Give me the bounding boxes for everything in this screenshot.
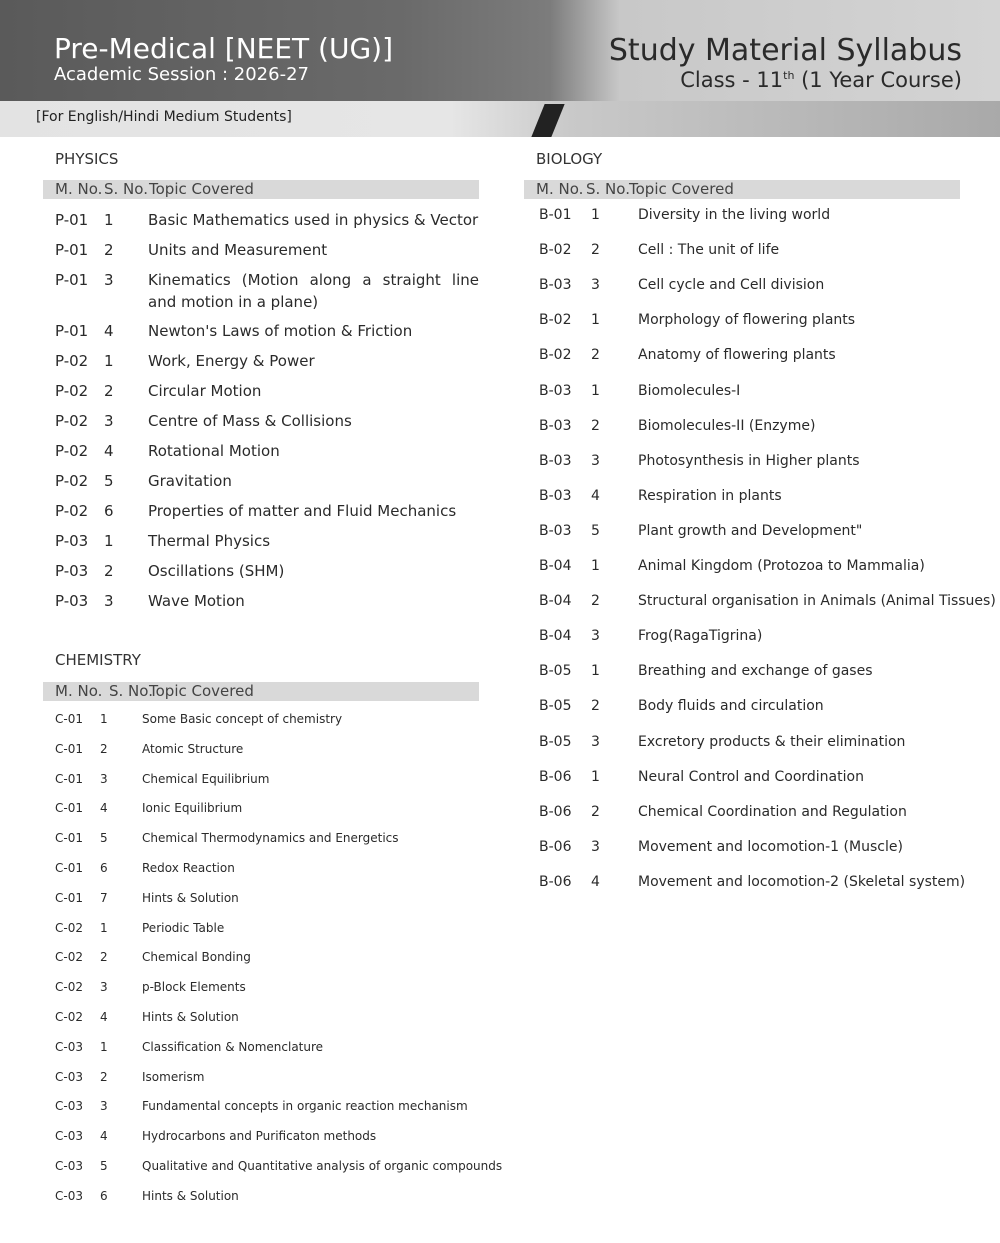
topic: Anatomy of flowering plants — [638, 347, 836, 364]
topic: Basic Mathematics used in physics & Vector — [148, 211, 479, 229]
table-row — [55, 1158, 503, 1188]
table-row — [539, 556, 979, 591]
physics-column-header — [43, 180, 479, 199]
module-no: P-01 — [55, 271, 89, 289]
module-no: C-03 — [55, 1188, 83, 1203]
table-row — [539, 451, 979, 486]
topic: Thermal Physics — [148, 532, 271, 550]
chemistry-title: CHEMISTRY — [55, 651, 141, 669]
topic: Cell : The unit of life — [638, 242, 780, 259]
serial-no: 1 — [591, 663, 600, 680]
table-row — [55, 830, 479, 860]
serial-no: 2 — [104, 562, 114, 580]
class-label — [680, 68, 962, 92]
topic: Neural Control and Coordination — [638, 768, 864, 785]
topic: Chemical Thermodynamics and Energetics — [142, 831, 399, 846]
page-title: Pre-Medical [NEET (UG)] — [54, 32, 394, 65]
serial-no: 7 — [100, 890, 108, 905]
serial-no: 3 — [591, 838, 600, 855]
module-no: B-02 — [539, 242, 572, 259]
module-no: P-02 — [55, 442, 89, 460]
topic: Qualitative and Quantitative analysis of organic compounds — [142, 1159, 503, 1173]
class-sup: th — [783, 69, 795, 82]
serial-no: 2 — [591, 417, 600, 434]
table-row — [55, 949, 479, 979]
table-row — [55, 771, 479, 801]
table-row — [539, 416, 979, 451]
topic: Structural organisation in Animals (Animal Tissues) — [638, 593, 996, 610]
table-row — [55, 239, 479, 269]
module-no: B-03 — [539, 522, 572, 539]
topic: Biomolecules-II (Enzyme) — [638, 417, 816, 434]
biology-title: BIOLOGY — [536, 150, 603, 168]
module-no: C-03 — [55, 1069, 83, 1084]
topic: Excretory products & their elimination — [638, 733, 906, 750]
col-s-no: S. No. — [586, 180, 630, 198]
module-no: C-01 — [55, 771, 83, 786]
table-row — [55, 1188, 479, 1218]
module-no: B-06 — [539, 838, 572, 855]
module-no: P-02 — [55, 352, 89, 370]
module-no: P-02 — [55, 502, 89, 520]
table-row — [55, 530, 479, 560]
table-row — [55, 410, 479, 440]
topic: Centre of Mass & Collisions — [148, 412, 352, 430]
topic: Wave Motion — [148, 592, 245, 610]
module-no: C-01 — [55, 801, 83, 816]
table-row — [539, 626, 979, 661]
table-row — [539, 486, 979, 521]
topic: Hydrocarbons and Purificaton methods — [142, 1129, 377, 1144]
module-no: C-01 — [55, 712, 83, 726]
module-no: P-03 — [55, 592, 89, 610]
serial-no: 5 — [591, 522, 600, 539]
table-row — [55, 860, 479, 890]
serial-no: 3 — [100, 980, 108, 995]
serial-no: 3 — [104, 592, 114, 610]
module-no: B-03 — [539, 417, 572, 434]
topic: Properties of matter and Fluid Mechanics — [148, 502, 457, 520]
table-row — [55, 320, 479, 350]
topic: Movement and locomotion-2 (Skeletal system) — [638, 873, 966, 890]
table-row — [539, 872, 979, 907]
serial-no: 5 — [100, 1159, 108, 1173]
topic: Frog(RagaTigrina) — [638, 628, 763, 645]
topic: Periodic Table — [142, 920, 225, 935]
table-row — [55, 1039, 479, 1069]
module-no: P-01 — [55, 211, 89, 229]
table-row — [539, 661, 979, 696]
serial-no: 2 — [100, 950, 108, 965]
table-row — [55, 500, 479, 530]
table-row — [539, 240, 979, 275]
serial-no: 2 — [591, 347, 600, 364]
table-row — [539, 310, 979, 345]
table-row — [539, 767, 979, 802]
table-row — [539, 381, 979, 416]
topic: Hints & Solution — [142, 890, 239, 905]
col-m-no: M. No. — [536, 180, 584, 198]
serial-no: 6 — [104, 502, 114, 520]
table-row — [539, 732, 979, 767]
table-row — [539, 205, 979, 240]
topic: Rotational Motion — [148, 442, 280, 460]
physics-title: PHYSICS — [55, 150, 119, 168]
module-no: B-06 — [539, 768, 572, 785]
serial-no: 2 — [104, 382, 114, 400]
table-row — [539, 521, 979, 556]
module-no: B-03 — [539, 452, 572, 469]
topic: Movement and locomotion-1 (Muscle) — [638, 838, 903, 855]
serial-no: 2 — [100, 1069, 108, 1084]
module-no: P-02 — [55, 472, 89, 490]
topic: Chemical Bonding — [142, 950, 251, 965]
serial-no: 4 — [591, 487, 600, 504]
topic: Body fluids and circulation — [638, 698, 824, 715]
table-row — [55, 350, 479, 380]
module-no: B-03 — [539, 487, 572, 504]
topic: Circular Motion — [148, 382, 262, 400]
module-no: P-01 — [55, 241, 89, 259]
module-no: B-06 — [539, 803, 572, 820]
table-row — [539, 275, 979, 310]
module-no: B-01 — [539, 207, 572, 223]
module-no: B-04 — [539, 558, 572, 574]
module-no: C-03 — [55, 1159, 83, 1173]
chemistry-column-header — [43, 682, 479, 701]
topic: Newton's Laws of motion & Friction — [148, 322, 413, 340]
module-no: P-03 — [55, 562, 89, 580]
serial-no: 4 — [591, 873, 600, 890]
module-no: C-02 — [55, 1010, 83, 1024]
table-row — [55, 380, 479, 410]
module-no: B-05 — [539, 733, 572, 750]
module-no: C-03 — [55, 1129, 83, 1144]
module-no: B-05 — [539, 698, 572, 715]
serial-no: 1 — [591, 382, 600, 399]
serial-no: 6 — [100, 1188, 108, 1203]
serial-no: 1 — [100, 1039, 108, 1054]
serial-no: 3 — [591, 452, 600, 469]
serial-no: 4 — [104, 322, 114, 340]
academic-session: Academic Session : 2026-27 — [54, 64, 309, 85]
topic: Plant growth and Development" — [638, 522, 863, 539]
col-topic: Topic Covered — [149, 682, 254, 700]
topic: Redox Reaction — [142, 861, 235, 875]
table-row — [55, 1069, 479, 1099]
col-topic: Topic Covered — [149, 180, 254, 198]
serial-no: 3 — [591, 628, 600, 645]
serial-no: 2 — [591, 698, 600, 715]
module-no: C-02 — [55, 920, 83, 935]
table-row — [55, 440, 479, 470]
col-m-no: M. No. — [55, 682, 103, 700]
table-row — [539, 696, 979, 731]
medium-note: [For English/Hindi Medium Students] — [36, 109, 292, 125]
topic: Breathing and exchange of gases — [638, 663, 873, 680]
serial-no: 4 — [100, 801, 108, 816]
table-row — [55, 800, 479, 830]
topic: Respiration in plants — [638, 487, 782, 504]
topic: Work, Energy & Power — [148, 352, 315, 370]
serial-no: 4 — [100, 1129, 108, 1144]
topic: Hints & Solution — [142, 1188, 239, 1203]
module-no: B-03 — [539, 277, 572, 294]
serial-no: 1 — [591, 768, 600, 785]
topic: Atomic Structure — [142, 741, 244, 756]
serial-no: 1 — [104, 352, 114, 370]
module-no: C-01 — [55, 861, 83, 875]
serial-no: 3 — [104, 412, 114, 430]
table-row — [55, 741, 479, 771]
module-no: B-06 — [539, 873, 572, 890]
serial-no: 3 — [104, 271, 114, 289]
topic: Some Basic concept of chemistry — [142, 712, 343, 726]
table-row — [55, 1009, 479, 1039]
topic: Chemical Coordination and Regulation — [638, 803, 907, 820]
module-no: C-01 — [55, 890, 83, 905]
serial-no: 2 — [591, 593, 600, 610]
topic: Hints & Solution — [142, 1010, 239, 1024]
col-m-no: M. No. — [55, 180, 103, 198]
module-no: C-02 — [55, 950, 83, 965]
serial-no: 4 — [100, 1010, 108, 1024]
module-no: P-02 — [55, 382, 89, 400]
biology-column-header — [524, 180, 960, 199]
module-no: C-01 — [55, 741, 83, 756]
topic: Chemical Equilibrium — [142, 771, 270, 786]
module-no: P-03 — [55, 532, 89, 550]
serial-no: 5 — [100, 831, 108, 846]
serial-no: 1 — [104, 532, 114, 550]
module-no: C-02 — [55, 980, 83, 995]
topic: Cell cycle and Cell division — [638, 277, 825, 294]
col-s-no: S. No. — [109, 682, 153, 700]
serial-no: 3 — [591, 277, 600, 294]
topic: Kinematics (Motion along a straight line and motion in a plane) — [148, 271, 479, 311]
serial-no: 1 — [591, 312, 600, 329]
table-row — [55, 1098, 479, 1128]
topic: Diversity in the living world — [638, 207, 831, 223]
topic: Photosynthesis in Higher plants — [638, 452, 860, 469]
serial-no: 2 — [104, 241, 114, 259]
topic: Biomolecules-I — [638, 382, 741, 399]
topic: Isomerism — [142, 1069, 205, 1084]
module-no: P-01 — [55, 322, 89, 340]
topic: Classification & Nomenclature — [142, 1039, 324, 1054]
serial-no: 1 — [591, 207, 600, 223]
table-row — [539, 802, 979, 837]
module-no: B-05 — [539, 663, 572, 680]
module-no: C-03 — [55, 1039, 83, 1054]
table-row — [539, 591, 996, 626]
module-no: B-03 — [539, 382, 572, 399]
serial-no: 3 — [100, 771, 108, 786]
serial-no: 5 — [104, 472, 114, 490]
table-row — [55, 1128, 479, 1158]
serial-no: 2 — [100, 741, 108, 756]
topic: Oscillations (SHM) — [148, 562, 285, 580]
class-suffix: (1 Year Course) — [794, 68, 962, 92]
topic: Ionic Equilibrium — [142, 801, 243, 816]
col-s-no: S. No. — [104, 180, 148, 198]
serial-no: 3 — [100, 1099, 108, 1114]
table-row — [55, 269, 479, 313]
table-row — [55, 890, 479, 920]
table-row — [55, 711, 479, 741]
module-no: B-02 — [539, 312, 572, 329]
serial-no: 6 — [100, 861, 108, 875]
serial-no: 1 — [591, 558, 600, 574]
topic: Gravitation — [148, 472, 232, 490]
serial-no: 1 — [104, 211, 114, 229]
module-no: C-01 — [55, 831, 83, 846]
table-row — [539, 837, 979, 872]
serial-no: 1 — [100, 712, 108, 726]
table-row — [55, 979, 479, 1009]
serial-no: 2 — [591, 242, 600, 259]
serial-no: 1 — [100, 920, 108, 935]
serial-no: 3 — [591, 733, 600, 750]
module-no: B-02 — [539, 347, 572, 364]
module-no: P-02 — [55, 412, 89, 430]
serial-no: 2 — [591, 803, 600, 820]
module-no: B-04 — [539, 593, 572, 610]
module-no: B-04 — [539, 628, 572, 645]
class-prefix: Class - 11 — [680, 68, 784, 92]
topic: Units and Measurement — [148, 241, 328, 259]
table-row — [55, 470, 479, 500]
topic: Morphology of flowering plants — [638, 312, 856, 329]
serial-no: 4 — [104, 442, 114, 460]
module-no: C-03 — [55, 1099, 83, 1114]
table-row — [55, 209, 479, 239]
topic: Fundamental concepts in organic reaction mechanism — [142, 1099, 468, 1114]
table-row — [55, 560, 479, 590]
col-topic: Topic Covered — [629, 180, 734, 198]
topic: Animal Kingdom (Protozoa to Mammalia) — [638, 558, 925, 574]
topic: p-Block Elements — [142, 980, 246, 995]
table-row — [539, 345, 979, 380]
document-title: Study Material Syllabus — [608, 33, 962, 68]
table-row — [55, 590, 479, 620]
table-row — [55, 920, 479, 950]
